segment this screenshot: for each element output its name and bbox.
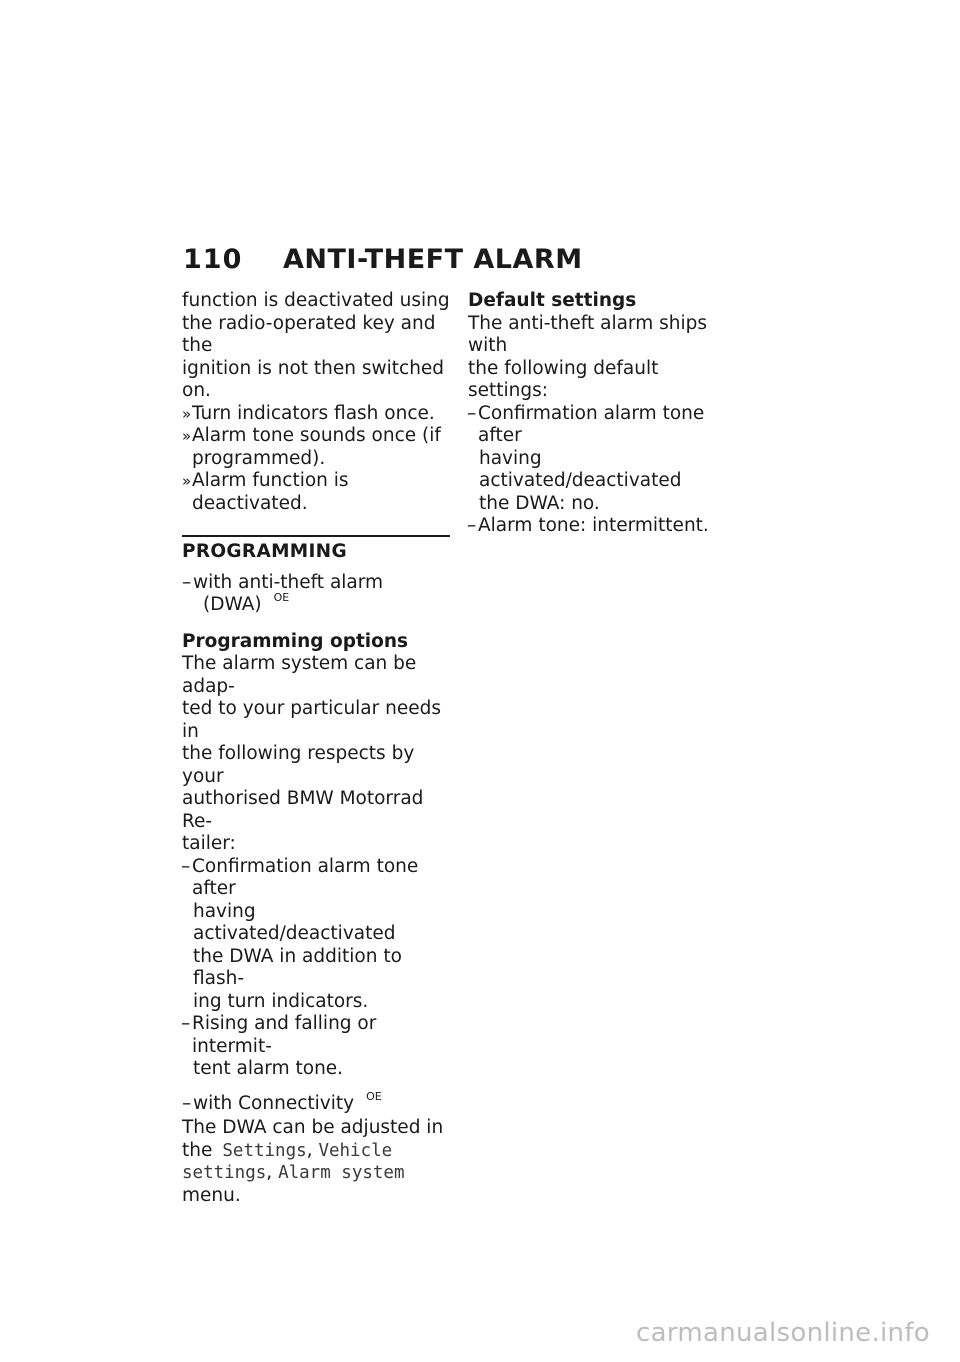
- body-line: The anti-theft alarm ships with: [468, 312, 707, 356]
- connectivity-item: [182, 1089, 452, 1118]
- left-column: [182, 290, 452, 1207]
- body-line: ted to your particular needs in: [182, 698, 441, 742]
- dash-marker: –: [181, 855, 191, 877]
- result-marker: »: [182, 404, 192, 423]
- option-text: ing turn indicators.: [193, 990, 369, 1012]
- menu-path-line: [182, 1162, 452, 1185]
- intro-line: on.: [182, 380, 211, 401]
- dash-marker: –: [467, 402, 477, 424]
- result-item: [182, 470, 452, 515]
- result-item: [182, 403, 452, 426]
- option-text: Confirmation alarm tone after: [192, 855, 419, 899]
- intro-line: function is deactivated using: [182, 290, 450, 311]
- section-heading: PROGRAMMING: [182, 541, 347, 562]
- result-item: [182, 425, 452, 470]
- section-divider: [182, 535, 450, 537]
- body-line: menu.: [182, 1184, 241, 1206]
- page-title: ANTI-THEFT ALARM: [283, 244, 583, 275]
- option-text: tent alarm tone.: [193, 1058, 344, 1079]
- default-item: [468, 403, 738, 516]
- requirement-text: with anti-theft alarm: [193, 571, 384, 593]
- body-line: the following default settings:: [468, 357, 659, 401]
- menu-alarm-system: Alarm system: [278, 1163, 405, 1183]
- default-text: Alarm tone: intermittent.: [478, 515, 709, 536]
- option-text: the DWA in addition to flash-: [193, 945, 402, 989]
- dash-marker: –: [182, 571, 192, 593]
- option-text: Rising and falling or intermit-: [192, 1013, 377, 1057]
- requirement-item: [182, 572, 452, 619]
- option-item: [182, 1013, 452, 1081]
- default-item: [468, 515, 738, 538]
- result-marker: »: [182, 427, 192, 445]
- result-text: Alarm tone sounds once (if: [192, 425, 441, 446]
- result-text: Turn indicators flash once.: [192, 402, 435, 424]
- body-line: The alarm system can be adap-: [182, 653, 417, 697]
- menu-prefix: the: [182, 1139, 213, 1161]
- default-text: the DWA: no.: [479, 492, 600, 514]
- menu-separator: ,: [266, 1162, 273, 1183]
- right-column: [468, 290, 738, 538]
- result-marker: »: [182, 472, 192, 490]
- menu-settings: Settings: [222, 1140, 307, 1161]
- watermark: carmanualsonline.info: [635, 1318, 930, 1348]
- option-item: [182, 856, 452, 1014]
- subsection-heading: Programming options: [182, 630, 409, 652]
- option-text: having activated/deactivated: [193, 900, 396, 944]
- menu-vehicle-settings: settings: [182, 1163, 267, 1183]
- default-text: Confirmation alarm tone after: [478, 402, 705, 446]
- menu-separator: ,: [306, 1139, 313, 1161]
- oe-superscript: OE: [366, 1089, 382, 1103]
- subsection-heading: Default settings: [468, 290, 637, 311]
- dash-marker: –: [181, 1013, 191, 1034]
- body-line: tailer:: [182, 833, 236, 854]
- page-number: 110: [183, 244, 243, 275]
- menu-path-line: [182, 1140, 452, 1163]
- oe-superscript: OE: [273, 591, 290, 604]
- body-line: the following respects by your: [182, 743, 415, 787]
- body-line: The DWA can be adjusted in: [182, 1117, 444, 1138]
- result-text: Alarm function is deactivated.: [192, 470, 349, 514]
- requirement-text: (DWA): [203, 594, 262, 615]
- result-text: programmed).: [192, 447, 326, 469]
- intro-line: the radio-operated key and the: [182, 312, 436, 356]
- connectivity-text: with Connectivity: [193, 1092, 355, 1114]
- dash-marker: –: [467, 515, 477, 536]
- dash-marker: –: [182, 1092, 192, 1114]
- menu-vehicle: Vehicle: [318, 1140, 393, 1161]
- intro-line: ignition is not then switched: [182, 357, 445, 379]
- body-line: authorised BMW Motorrad Re-: [182, 788, 424, 832]
- default-text: having activated/deactivated: [479, 447, 682, 491]
